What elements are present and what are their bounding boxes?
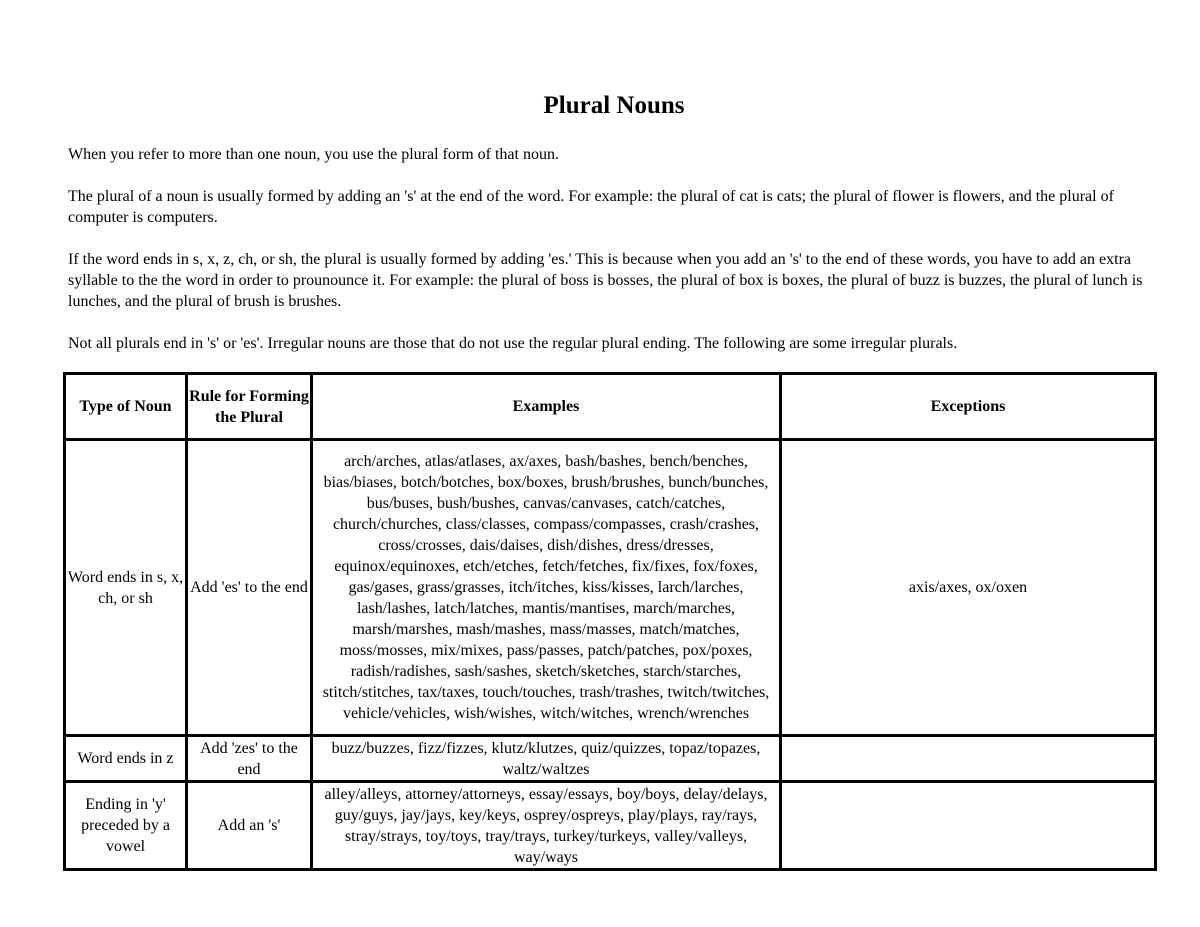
examples-cell: alley/alleys, attorney/attorneys, essay/essays, boy/boys, delay/delays, guy/guys, jay/jays, key/keys, osprey/ospreys, play/plays, ray/rays, stray/strays, toy/toys, tray/trays, turkey/turkeys, valley/valleys, way/ways (312, 782, 781, 870)
header-rule: Rule for Forming the Plural (187, 374, 312, 440)
page-title: Plural Nouns (543, 92, 685, 119)
rule-cell: Add an 's' (187, 782, 312, 870)
exceptions-cell (781, 782, 1156, 870)
header-exceptions: Exceptions (781, 374, 1156, 440)
noun-type-cell: Word ends in s, x, ch, or sh (65, 440, 187, 736)
rule-cell: Add 'es' to the end (187, 440, 312, 736)
table-header-row (65, 374, 1156, 440)
es-plural-paragraph: If the word ends in s, x, z, ch, or sh, the plural is usually formed by adding 'es.' This is because when you add an 's' to the end of these words, you have to add an extra syllable to the the word in order to prounounce it. For example: the plural of boss is bosses, the plural of box is boxes, the plural of buzz is buzzes, the plural of lunch is lunches, and the plural of brush is brushes. (68, 251, 1143, 310)
exceptions-cell: axis/axes, ox/oxen (781, 440, 1156, 736)
header-type-of-noun: Type of Noun (65, 374, 187, 440)
noun-type-cell: Ending in 'y' preceded by a vowel (65, 782, 187, 870)
exceptions-cell (781, 736, 1156, 782)
table-row (65, 440, 1156, 736)
irregular-plural-paragraph: Not all plurals end in 's' or 'es'. Irregular nouns are those that do not use the regular plural ending. The following are some irregular plurals. (68, 335, 958, 352)
noun-type-cell: Word ends in z (65, 736, 187, 782)
regular-plural-paragraph: The plural of a noun is usually formed by adding an 's' at the end of the word. For example: the plural of cat is cats; the plural of flower is flowers, and the plural of computer is computers. (68, 188, 1114, 226)
examples-cell: buzz/buzzes, fizz/fizzes, klutz/klutzes, quiz/quizzes, topaz/topazes, waltz/waltzes (312, 736, 781, 782)
table-row (65, 736, 1156, 782)
intro-paragraph: When you refer to more than one noun, you use the plural form of that noun. (68, 146, 559, 163)
examples-cell: arch/arches, atlas/atlases, ax/axes, bash/bashes, bench/benches, bias/biases, botch/botches, box/boxes, brush/brushes, bunch/bunches, bus/buses, bush/bushes, canvas/canvases, catch/catches, church/churches, class/classes, compass/compasses, crash/crashes, cross/crosses, dais/daises, dish/dishes, dress/dresses, equinox/equinoxes, etch/etches, fetch/fetches, fix/fixes, fox/foxes, gas/gases, grass/grasses, itch/itches, kiss/kisses, larch/larches, lash/lashes, latch/latches, mantis/mantises, march/marches, marsh/marshes, mash/mashes, mass/masses, match/matches, moss/mosses, mix/mixes, pass/passes, patch/patches, pox/poxes, radish/radishes, sash/sashes, sketch/sketches, starch/starches, stitch/stitches, tax/taxes, touch/touches, trash/trashes, twitch/twitches, vehicle/vehicles, wish/wishes, witch/witches, wrench/wrenches (312, 440, 781, 736)
table-row (65, 782, 1156, 870)
plural-rules-table (63, 372, 1157, 871)
rule-cell: Add 'zes' to the end (187, 736, 312, 782)
header-examples: Examples (312, 374, 781, 440)
